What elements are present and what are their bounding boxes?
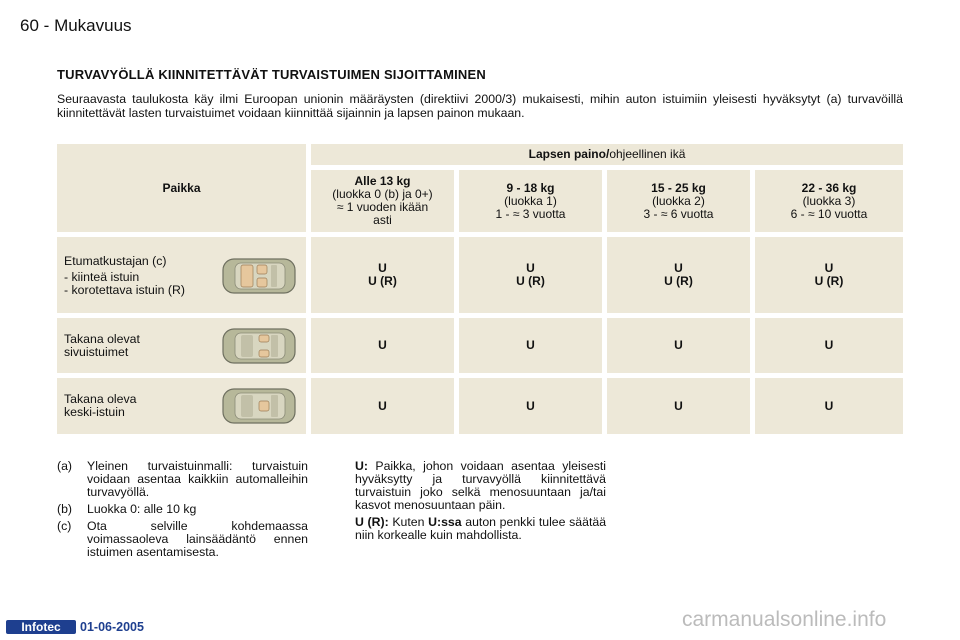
column-class: (luokka 0 (b) ja 0+) xyxy=(332,187,433,201)
row-label-line: - korotettava istuin (R) xyxy=(64,283,185,297)
weight-header: Lapsen paino/ohjeellinen ikä xyxy=(528,147,686,161)
column-class: (luokka 1) xyxy=(504,193,557,208)
row-label-front xyxy=(64,255,185,297)
cell-rear-middle-3: U xyxy=(755,378,903,434)
row-label-cell-front xyxy=(57,237,306,313)
row-label-line: sivuistuimet xyxy=(64,345,129,359)
legend-ur-key: U (R): xyxy=(355,515,389,529)
infotec-logo: Infotec xyxy=(6,620,76,634)
legend-u-key: U: xyxy=(355,459,368,473)
column-age: 6 - ≈ 10 vuotta xyxy=(790,206,868,221)
row-label-line: keski-istuin xyxy=(64,405,125,419)
column-age: 3 - ≈ 6 vuotta xyxy=(643,206,714,221)
cell-rear-side-0: U xyxy=(311,318,454,373)
column-weight: 9 - 18 kg xyxy=(506,180,555,195)
page-header xyxy=(20,16,132,36)
footnote-c xyxy=(57,520,308,559)
header-separator: - xyxy=(43,16,50,35)
page-title: TURVAVYÖLLÄ KIINNITETTÄVÄT TURVAISTUIMEN SIJOITTAMINEN xyxy=(57,67,486,82)
section-name: Mukavuus xyxy=(54,16,132,35)
footnote-key: (c) xyxy=(57,519,72,533)
column-class: (luokka 3) xyxy=(802,193,856,208)
row-label-line: Etumatkustajan (c) xyxy=(64,254,167,268)
place-header: Paikka xyxy=(162,180,201,195)
legend-u-text: Paikka, johon voidaan asentaa yleisesti hyväksytty ja turvavyöllä kiinnitettävä turvaistuin joko selkä menosuuntaan ja/tai kasvot menosuuntaan päin. xyxy=(355,459,606,512)
column-age: 1 - ≈ 3 vuotta xyxy=(495,206,566,221)
footnote-b xyxy=(57,503,308,516)
car-front-seat-icon xyxy=(221,256,297,296)
row-label-rear-side xyxy=(64,333,140,359)
row-label-line: - kiinteä istuin xyxy=(64,270,140,284)
footnote-text: Ota selville kohdemaassa voimassaoleva lainsäädäntö ennen istuimen asentamisesta. xyxy=(87,519,308,559)
row-label-line: Takana oleva xyxy=(64,392,137,406)
legend-u xyxy=(355,460,606,512)
column-age: ≈ 1 vuoden ikään xyxy=(336,200,429,214)
cell-front-2: U U (R) xyxy=(607,237,750,313)
watermark: carmanualsonline.info xyxy=(682,608,887,631)
footnote-key: (a) xyxy=(57,459,73,473)
footnote-text: Yleinen turvaistuinmalli: turvaistuin voidaan asentaa kaikkiin automalleihin turvavyöllä. xyxy=(87,459,308,499)
row-label-cell-rear-middle xyxy=(57,378,306,434)
intro-paragraph: Seuraavasta taulukosta käy ilmi Euroopan unionin määräysten (direktiivi 2000/3) mukaisesti, mihin auton istuimiin yleisesti hyväksytyt (a) turvavöillä kiinnitettävät lasten turvaistuimet voidaan kiinnittää sijainnin ja lapsen painon mukaan. xyxy=(57,92,903,120)
cell-front-0: U U (R) xyxy=(311,237,454,313)
column-header-2 xyxy=(607,170,750,232)
weight-header-cell xyxy=(311,144,903,165)
cell-rear-middle-0: U xyxy=(311,378,454,434)
column-header-3 xyxy=(755,170,903,232)
row-label-rear-middle xyxy=(64,393,136,419)
footnote-a xyxy=(57,460,308,499)
cell-rear-side-1: U xyxy=(459,318,602,373)
legend xyxy=(355,460,606,546)
legend-ur: U (R): Kuten U:ssa auton penkki tulee säätää niin korkealle kuin mahdollista. xyxy=(355,515,607,542)
cell-rear-middle-1: U xyxy=(459,378,602,434)
row-label-cell-rear-side xyxy=(57,318,306,373)
car-rear-side-seats-icon xyxy=(221,326,297,366)
place-header-cell xyxy=(57,144,306,232)
column-age-suffix: asti xyxy=(373,213,392,227)
column-header-0 xyxy=(311,170,454,232)
car-rear-middle-seat-icon xyxy=(221,386,297,426)
cell-front-3: U U (R) xyxy=(755,237,903,313)
row-label-line: Takana olevat xyxy=(64,332,140,346)
cell-rear-side-2: U xyxy=(607,318,750,373)
column-class: (luokka 2) xyxy=(652,193,705,208)
column-weight: 22 - 36 kg xyxy=(801,180,857,195)
page-number: 60 xyxy=(20,16,39,35)
cell-rear-middle-2: U xyxy=(607,378,750,434)
column-weight: 15 - 25 kg xyxy=(651,180,706,195)
footer-date: 01-06-2005 xyxy=(80,620,144,634)
footnotes xyxy=(57,460,308,563)
column-header-1 xyxy=(459,170,602,232)
cell-front-1: U U (R) xyxy=(459,237,602,313)
footnote-key: (b) xyxy=(57,502,73,516)
column-weight: Alle 13 kg xyxy=(354,174,411,188)
footnote-text: Luokka 0: alle 10 kg xyxy=(87,502,197,516)
cell-rear-side-3: U xyxy=(755,318,903,373)
